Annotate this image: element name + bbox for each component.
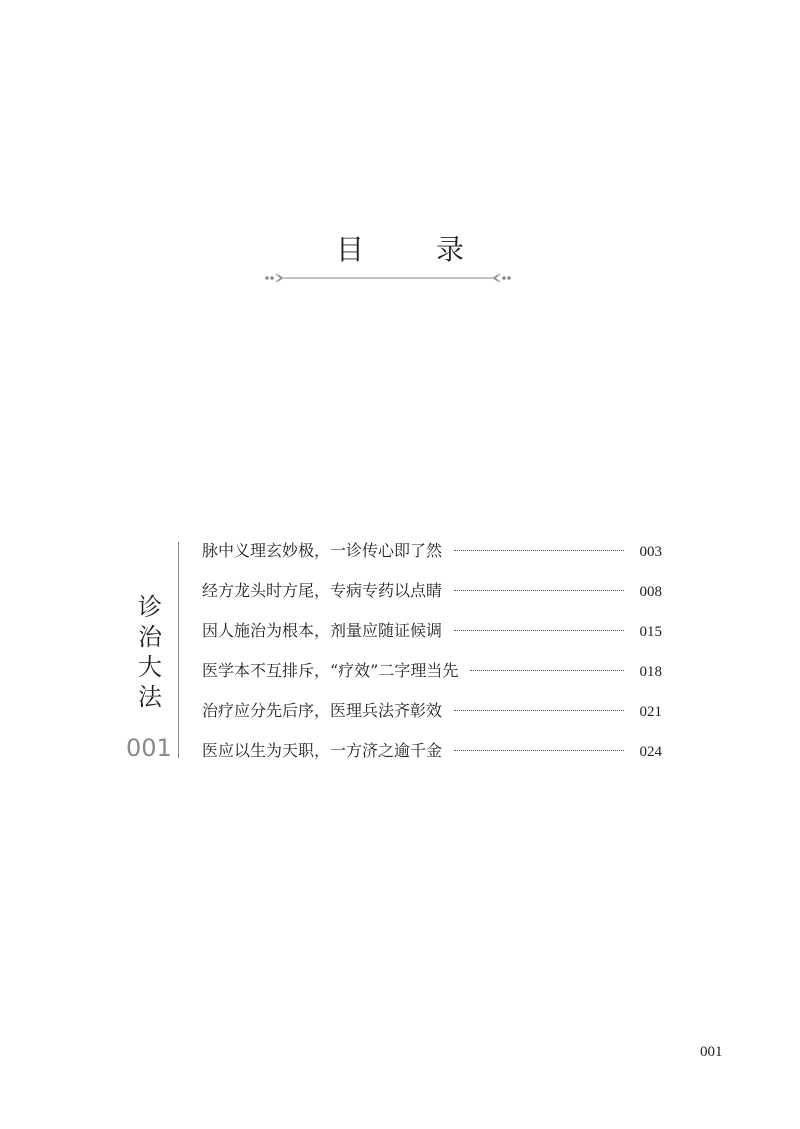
toc-entry-page: 021: [639, 704, 662, 720]
section-title-char: 法: [138, 683, 162, 711]
page-number: 001: [700, 1044, 723, 1060]
toc-entry-page: 015: [639, 624, 662, 640]
section-title-char: 诊: [138, 593, 162, 621]
title-divider-ornament: [262, 268, 514, 288]
toc-entry[interactable]: [202, 697, 662, 737]
toc-entry[interactable]: [202, 577, 662, 617]
toc-leader-dots: [454, 549, 624, 551]
section-divider: [178, 542, 179, 758]
toc-entry[interactable]: [202, 617, 662, 657]
toc-leader-dots: [454, 629, 624, 631]
toc-entry-title: 治疗应分先后序，医理兵法齐彰效: [202, 701, 443, 720]
toc-entry-page: 008: [639, 584, 662, 600]
section-title-char: 治: [138, 623, 162, 651]
toc-entry-title: 脉中义理玄妙极，一诊传心即了然: [202, 541, 443, 560]
toc-entry-title: 因人施治为根本，剂量应随证候调: [202, 621, 443, 640]
toc-leader-dots: [454, 589, 624, 591]
toc-leader-dots: [470, 669, 624, 671]
toc-entry-page: 018: [639, 664, 662, 680]
toc-entry-page: 003: [639, 544, 662, 560]
section-title-char: 大: [138, 653, 162, 681]
section-number: 001: [126, 734, 172, 762]
toc-entry-title: 经方龙头时方尾，专病专药以点睛: [202, 581, 443, 600]
toc-leader-dots: [454, 709, 624, 711]
page-title: 目 录: [335, 233, 486, 266]
toc-entry[interactable]: [202, 657, 662, 697]
toc-leader-dots: [454, 749, 624, 751]
toc-entry-page: 024: [639, 744, 662, 760]
toc-entry[interactable]: [202, 737, 662, 777]
toc-entry-title: 医学本不互排斥，“疗效”二字理当先: [202, 661, 459, 680]
toc-entry-title: 医应以生为天职，一方济之逾千金: [202, 741, 443, 760]
toc-entry[interactable]: [202, 537, 662, 577]
section-title: [130, 592, 170, 712]
toc-list: [202, 537, 662, 777]
